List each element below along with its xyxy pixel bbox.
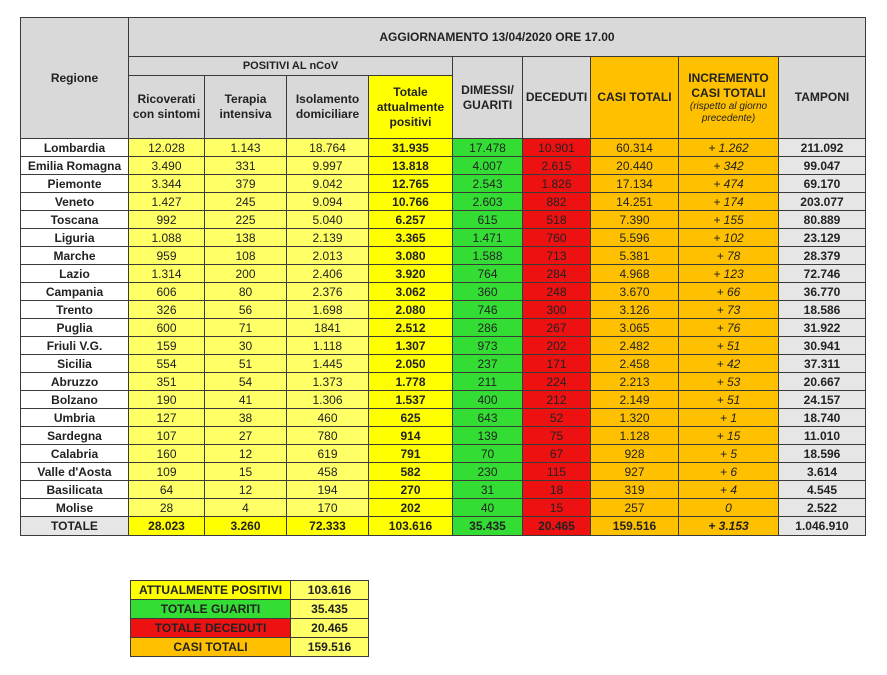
cell-isolamento: 9.094 bbox=[287, 193, 369, 211]
cell-incremento: + 42 bbox=[679, 355, 779, 373]
cell-ricoverati: 3.490 bbox=[129, 157, 205, 175]
cell-tamponi: 99.047 bbox=[779, 157, 866, 175]
cell-dimessi: 360 bbox=[453, 283, 523, 301]
cell-casi: 1.320 bbox=[591, 409, 679, 427]
cell-casi: 4.968 bbox=[591, 265, 679, 283]
cell-regione: Toscana bbox=[21, 211, 129, 229]
header-positivi-group: POSITIVI AL nCoV bbox=[129, 57, 453, 76]
cell-regione: Lombardia bbox=[21, 139, 129, 157]
cell-regione: Puglia bbox=[21, 319, 129, 337]
cell-casi: 319 bbox=[591, 481, 679, 499]
summary-label: TOTALE GUARITI bbox=[131, 600, 291, 619]
cell-incremento: + 53 bbox=[679, 373, 779, 391]
cell-isolamento: 1.698 bbox=[287, 301, 369, 319]
cell-tamponi: 37.311 bbox=[779, 355, 866, 373]
cell-tamponi: 30.941 bbox=[779, 337, 866, 355]
cell-casi: 257 bbox=[591, 499, 679, 517]
cell-deceduti: 115 bbox=[523, 463, 591, 481]
header-terapia: Terapia intensiva bbox=[205, 76, 287, 139]
cell-incremento: + 15 bbox=[679, 427, 779, 445]
header-incremento-note: (rispetto al giorno precedente) bbox=[689, 100, 768, 124]
cell-ricoverati: 326 bbox=[129, 301, 205, 319]
cell-terapia: 138 bbox=[205, 229, 287, 247]
cell-isolamento: 2.376 bbox=[287, 283, 369, 301]
cell-incremento: + 155 bbox=[679, 211, 779, 229]
table-row bbox=[21, 319, 866, 337]
cell-dimessi: 973 bbox=[453, 337, 523, 355]
header-totale-positivi: Totale attualmente positivi bbox=[369, 76, 453, 139]
cell-tamponi: 36.770 bbox=[779, 283, 866, 301]
cell-tamponi: 72.746 bbox=[779, 265, 866, 283]
cell-terapia: 54 bbox=[205, 373, 287, 391]
total-incremento: + 3.153 bbox=[679, 517, 779, 536]
table-row bbox=[21, 481, 866, 499]
cell-regione: Piemonte bbox=[21, 175, 129, 193]
total-deceduti: 20.465 bbox=[523, 517, 591, 536]
table-row bbox=[21, 409, 866, 427]
summary-row bbox=[131, 638, 369, 657]
cell-regione: Veneto bbox=[21, 193, 129, 211]
cell-totale: 1.537 bbox=[369, 391, 453, 409]
cell-totale: 1.778 bbox=[369, 373, 453, 391]
cell-isolamento: 619 bbox=[287, 445, 369, 463]
cell-terapia: 27 bbox=[205, 427, 287, 445]
cell-casi: 20.440 bbox=[591, 157, 679, 175]
cell-casi: 14.251 bbox=[591, 193, 679, 211]
cell-regione: Liguria bbox=[21, 229, 129, 247]
total-totale: 103.616 bbox=[369, 517, 453, 536]
cell-ricoverati: 600 bbox=[129, 319, 205, 337]
cell-incremento: + 66 bbox=[679, 283, 779, 301]
total-terapia: 3.260 bbox=[205, 517, 287, 536]
cell-tamponi: 3.614 bbox=[779, 463, 866, 481]
cell-terapia: 15 bbox=[205, 463, 287, 481]
total-dimessi: 35.435 bbox=[453, 517, 523, 536]
cell-terapia: 38 bbox=[205, 409, 287, 427]
cell-totale: 13.818 bbox=[369, 157, 453, 175]
table-row bbox=[21, 229, 866, 247]
header-dimessi: DIMESSI/ GUARITI bbox=[453, 57, 523, 139]
cell-terapia: 331 bbox=[205, 157, 287, 175]
table-row bbox=[21, 391, 866, 409]
cell-tamponi: 23.129 bbox=[779, 229, 866, 247]
cell-dimessi: 1.588 bbox=[453, 247, 523, 265]
cell-tamponi: 4.545 bbox=[779, 481, 866, 499]
cell-ricoverati: 3.344 bbox=[129, 175, 205, 193]
cell-isolamento: 1.373 bbox=[287, 373, 369, 391]
cell-totale: 31.935 bbox=[369, 139, 453, 157]
cell-casi: 60.314 bbox=[591, 139, 679, 157]
cell-isolamento: 9.997 bbox=[287, 157, 369, 175]
cell-isolamento: 1.306 bbox=[287, 391, 369, 409]
cell-deceduti: 52 bbox=[523, 409, 591, 427]
cell-dimessi: 237 bbox=[453, 355, 523, 373]
summary-row bbox=[131, 600, 369, 619]
cell-regione: Bolzano bbox=[21, 391, 129, 409]
cell-casi: 7.390 bbox=[591, 211, 679, 229]
cell-totale: 582 bbox=[369, 463, 453, 481]
cell-ricoverati: 190 bbox=[129, 391, 205, 409]
header-isolamento: Isolamento domiciliare bbox=[287, 76, 369, 139]
cell-casi: 2.149 bbox=[591, 391, 679, 409]
table-row bbox=[21, 157, 866, 175]
cell-isolamento: 2.406 bbox=[287, 265, 369, 283]
cell-deceduti: 518 bbox=[523, 211, 591, 229]
summary-value: 35.435 bbox=[291, 600, 369, 619]
totals-row bbox=[21, 517, 866, 536]
cell-totale: 2.512 bbox=[369, 319, 453, 337]
cell-casi: 2.482 bbox=[591, 337, 679, 355]
cell-regione: Basilicata bbox=[21, 481, 129, 499]
cell-dimessi: 70 bbox=[453, 445, 523, 463]
cell-terapia: 30 bbox=[205, 337, 287, 355]
cell-totale: 3.365 bbox=[369, 229, 453, 247]
cell-deceduti: 15 bbox=[523, 499, 591, 517]
cell-regione: Umbria bbox=[21, 409, 129, 427]
cell-dimessi: 286 bbox=[453, 319, 523, 337]
cell-casi: 5.381 bbox=[591, 247, 679, 265]
cell-casi: 1.128 bbox=[591, 427, 679, 445]
cell-dimessi: 230 bbox=[453, 463, 523, 481]
header-ricoverati: Ricoverati con sintomi bbox=[129, 76, 205, 139]
cell-dimessi: 40 bbox=[453, 499, 523, 517]
summary-value: 103.616 bbox=[291, 581, 369, 600]
cell-tamponi: 211.092 bbox=[779, 139, 866, 157]
cell-totale: 2.080 bbox=[369, 301, 453, 319]
cell-regione: Lazio bbox=[21, 265, 129, 283]
header-deceduti: DECEDUTI bbox=[523, 57, 591, 139]
cell-isolamento: 9.042 bbox=[287, 175, 369, 193]
summary-value: 20.465 bbox=[291, 619, 369, 638]
total-isolamento: 72.333 bbox=[287, 517, 369, 536]
header-tamponi: TAMPONI bbox=[779, 57, 866, 139]
cell-terapia: 12 bbox=[205, 445, 287, 463]
cell-tamponi: 20.667 bbox=[779, 373, 866, 391]
cell-casi: 2.213 bbox=[591, 373, 679, 391]
cell-incremento: + 51 bbox=[679, 337, 779, 355]
cell-ricoverati: 28 bbox=[129, 499, 205, 517]
cell-dimessi: 4.007 bbox=[453, 157, 523, 175]
cell-incremento: + 78 bbox=[679, 247, 779, 265]
summary-label: CASI TOTALI bbox=[131, 638, 291, 657]
cell-terapia: 71 bbox=[205, 319, 287, 337]
cell-casi: 17.134 bbox=[591, 175, 679, 193]
cell-terapia: 4 bbox=[205, 499, 287, 517]
cell-casi: 2.458 bbox=[591, 355, 679, 373]
cell-deceduti: 760 bbox=[523, 229, 591, 247]
table-row bbox=[21, 373, 866, 391]
cell-deceduti: 284 bbox=[523, 265, 591, 283]
cell-totale: 3.062 bbox=[369, 283, 453, 301]
cell-regione: Friuli V.G. bbox=[21, 337, 129, 355]
cell-totale: 625 bbox=[369, 409, 453, 427]
cell-isolamento: 194 bbox=[287, 481, 369, 499]
cell-casi: 3.126 bbox=[591, 301, 679, 319]
cell-totale: 10.766 bbox=[369, 193, 453, 211]
cell-ricoverati: 554 bbox=[129, 355, 205, 373]
cell-terapia: 108 bbox=[205, 247, 287, 265]
cell-deceduti: 2.615 bbox=[523, 157, 591, 175]
cell-regione: Abruzzo bbox=[21, 373, 129, 391]
cell-deceduti: 18 bbox=[523, 481, 591, 499]
cell-totale: 202 bbox=[369, 499, 453, 517]
cell-incremento: + 342 bbox=[679, 157, 779, 175]
cell-regione: Calabria bbox=[21, 445, 129, 463]
table-row bbox=[21, 211, 866, 229]
cell-isolamento: 1.445 bbox=[287, 355, 369, 373]
cell-incremento: + 1.262 bbox=[679, 139, 779, 157]
cell-ricoverati: 959 bbox=[129, 247, 205, 265]
cell-tamponi: 24.157 bbox=[779, 391, 866, 409]
cell-tamponi: 69.170 bbox=[779, 175, 866, 193]
cell-dimessi: 400 bbox=[453, 391, 523, 409]
table-row bbox=[21, 499, 866, 517]
cell-tamponi: 28.379 bbox=[779, 247, 866, 265]
cell-ricoverati: 992 bbox=[129, 211, 205, 229]
cell-dimessi: 643 bbox=[453, 409, 523, 427]
cell-deceduti: 248 bbox=[523, 283, 591, 301]
table-row bbox=[21, 427, 866, 445]
cell-ricoverati: 1.088 bbox=[129, 229, 205, 247]
cell-terapia: 379 bbox=[205, 175, 287, 193]
cell-ricoverati: 12.028 bbox=[129, 139, 205, 157]
cell-totale: 1.307 bbox=[369, 337, 453, 355]
cell-ricoverati: 107 bbox=[129, 427, 205, 445]
cell-dimessi: 2.543 bbox=[453, 175, 523, 193]
cell-casi: 3.670 bbox=[591, 283, 679, 301]
table-row bbox=[21, 247, 866, 265]
header-incremento-label: INCREMENTO CASI TOTALI bbox=[688, 70, 769, 100]
page-title: AGGIORNAMENTO 13/04/2020 ORE 17.00 bbox=[129, 18, 866, 57]
covid-report bbox=[20, 17, 866, 536]
table-row bbox=[21, 265, 866, 283]
cell-deceduti: 267 bbox=[523, 319, 591, 337]
cell-dimessi: 211 bbox=[453, 373, 523, 391]
header-incremento bbox=[679, 57, 779, 139]
cell-isolamento: 460 bbox=[287, 409, 369, 427]
cell-terapia: 56 bbox=[205, 301, 287, 319]
summary-value: 159.516 bbox=[291, 638, 369, 657]
cell-tamponi: 203.077 bbox=[779, 193, 866, 211]
cell-ricoverati: 159 bbox=[129, 337, 205, 355]
cell-ricoverati: 127 bbox=[129, 409, 205, 427]
cell-casi: 5.596 bbox=[591, 229, 679, 247]
cell-regione: Valle d'Aosta bbox=[21, 463, 129, 481]
cell-tamponi: 18.596 bbox=[779, 445, 866, 463]
cell-deceduti: 300 bbox=[523, 301, 591, 319]
cell-isolamento: 18.764 bbox=[287, 139, 369, 157]
cell-dimessi: 2.603 bbox=[453, 193, 523, 211]
cell-casi: 3.065 bbox=[591, 319, 679, 337]
cell-regione: Sicilia bbox=[21, 355, 129, 373]
table-row bbox=[21, 175, 866, 193]
cell-totale: 3.920 bbox=[369, 265, 453, 283]
cell-incremento: + 51 bbox=[679, 391, 779, 409]
total-tamponi: 1.046.910 bbox=[779, 517, 866, 536]
cell-regione: Campania bbox=[21, 283, 129, 301]
cell-dimessi: 746 bbox=[453, 301, 523, 319]
cell-isolamento: 2.013 bbox=[287, 247, 369, 265]
summary-label: TOTALE DECEDUTI bbox=[131, 619, 291, 638]
cell-deceduti: 171 bbox=[523, 355, 591, 373]
cell-ricoverati: 351 bbox=[129, 373, 205, 391]
cell-regione: Sardegna bbox=[21, 427, 129, 445]
cell-isolamento: 1841 bbox=[287, 319, 369, 337]
cell-incremento: + 102 bbox=[679, 229, 779, 247]
header-casi-totali: CASI TOTALI bbox=[591, 57, 679, 139]
cell-totale: 791 bbox=[369, 445, 453, 463]
cell-tamponi: 18.740 bbox=[779, 409, 866, 427]
cell-terapia: 12 bbox=[205, 481, 287, 499]
cell-dimessi: 31 bbox=[453, 481, 523, 499]
cell-terapia: 245 bbox=[205, 193, 287, 211]
cell-totale: 914 bbox=[369, 427, 453, 445]
cell-isolamento: 1.118 bbox=[287, 337, 369, 355]
cell-dimessi: 764 bbox=[453, 265, 523, 283]
cell-totale: 2.050 bbox=[369, 355, 453, 373]
cell-tamponi: 2.522 bbox=[779, 499, 866, 517]
cell-incremento: + 474 bbox=[679, 175, 779, 193]
cell-regione: Trento bbox=[21, 301, 129, 319]
total-regione: TOTALE bbox=[21, 517, 129, 536]
cell-dimessi: 615 bbox=[453, 211, 523, 229]
cell-casi: 928 bbox=[591, 445, 679, 463]
cell-deceduti: 212 bbox=[523, 391, 591, 409]
cell-terapia: 200 bbox=[205, 265, 287, 283]
cell-deceduti: 713 bbox=[523, 247, 591, 265]
cell-deceduti: 882 bbox=[523, 193, 591, 211]
cell-casi: 927 bbox=[591, 463, 679, 481]
cell-totale: 270 bbox=[369, 481, 453, 499]
cell-dimessi: 139 bbox=[453, 427, 523, 445]
cell-incremento: + 123 bbox=[679, 265, 779, 283]
cell-ricoverati: 1.314 bbox=[129, 265, 205, 283]
cell-deceduti: 75 bbox=[523, 427, 591, 445]
cell-regione: Molise bbox=[21, 499, 129, 517]
cell-incremento: + 76 bbox=[679, 319, 779, 337]
table-row bbox=[21, 445, 866, 463]
table-row bbox=[21, 193, 866, 211]
cell-terapia: 80 bbox=[205, 283, 287, 301]
cell-ricoverati: 64 bbox=[129, 481, 205, 499]
cell-incremento: + 4 bbox=[679, 481, 779, 499]
summary-row bbox=[131, 619, 369, 638]
cell-ricoverati: 606 bbox=[129, 283, 205, 301]
summary-label: ATTUALMENTE POSITIVI bbox=[131, 581, 291, 600]
cell-terapia: 41 bbox=[205, 391, 287, 409]
total-ricoverati: 28.023 bbox=[129, 517, 205, 536]
cell-totale: 12.765 bbox=[369, 175, 453, 193]
cell-isolamento: 780 bbox=[287, 427, 369, 445]
cell-incremento: + 1 bbox=[679, 409, 779, 427]
cell-deceduti: 202 bbox=[523, 337, 591, 355]
regional-data-table bbox=[20, 17, 866, 536]
table-row bbox=[21, 139, 866, 157]
cell-isolamento: 5.040 bbox=[287, 211, 369, 229]
cell-deceduti: 67 bbox=[523, 445, 591, 463]
cell-tamponi: 18.586 bbox=[779, 301, 866, 319]
table-row bbox=[21, 301, 866, 319]
cell-incremento: + 73 bbox=[679, 301, 779, 319]
cell-terapia: 225 bbox=[205, 211, 287, 229]
cell-incremento: 0 bbox=[679, 499, 779, 517]
cell-totale: 6.257 bbox=[369, 211, 453, 229]
cell-incremento: + 174 bbox=[679, 193, 779, 211]
cell-terapia: 1.143 bbox=[205, 139, 287, 157]
summary-table bbox=[130, 580, 369, 657]
cell-incremento: + 6 bbox=[679, 463, 779, 481]
cell-deceduti: 224 bbox=[523, 373, 591, 391]
cell-regione: Marche bbox=[21, 247, 129, 265]
cell-totale: 3.080 bbox=[369, 247, 453, 265]
cell-regione: Emilia Romagna bbox=[21, 157, 129, 175]
cell-terapia: 51 bbox=[205, 355, 287, 373]
cell-isolamento: 2.139 bbox=[287, 229, 369, 247]
summary-row bbox=[131, 581, 369, 600]
cell-ricoverati: 109 bbox=[129, 463, 205, 481]
table-row bbox=[21, 337, 866, 355]
table-row bbox=[21, 355, 866, 373]
cell-deceduti: 10.901 bbox=[523, 139, 591, 157]
cell-tamponi: 80.889 bbox=[779, 211, 866, 229]
cell-ricoverati: 1.427 bbox=[129, 193, 205, 211]
total-casi: 159.516 bbox=[591, 517, 679, 536]
cell-tamponi: 11.010 bbox=[779, 427, 866, 445]
cell-isolamento: 458 bbox=[287, 463, 369, 481]
cell-deceduti: 1.826 bbox=[523, 175, 591, 193]
table-row bbox=[21, 463, 866, 481]
header-regione: Regione bbox=[21, 18, 129, 139]
cell-incremento: + 5 bbox=[679, 445, 779, 463]
cell-dimessi: 17.478 bbox=[453, 139, 523, 157]
cell-dimessi: 1.471 bbox=[453, 229, 523, 247]
cell-ricoverati: 160 bbox=[129, 445, 205, 463]
table-row bbox=[21, 283, 866, 301]
cell-tamponi: 31.922 bbox=[779, 319, 866, 337]
cell-isolamento: 170 bbox=[287, 499, 369, 517]
